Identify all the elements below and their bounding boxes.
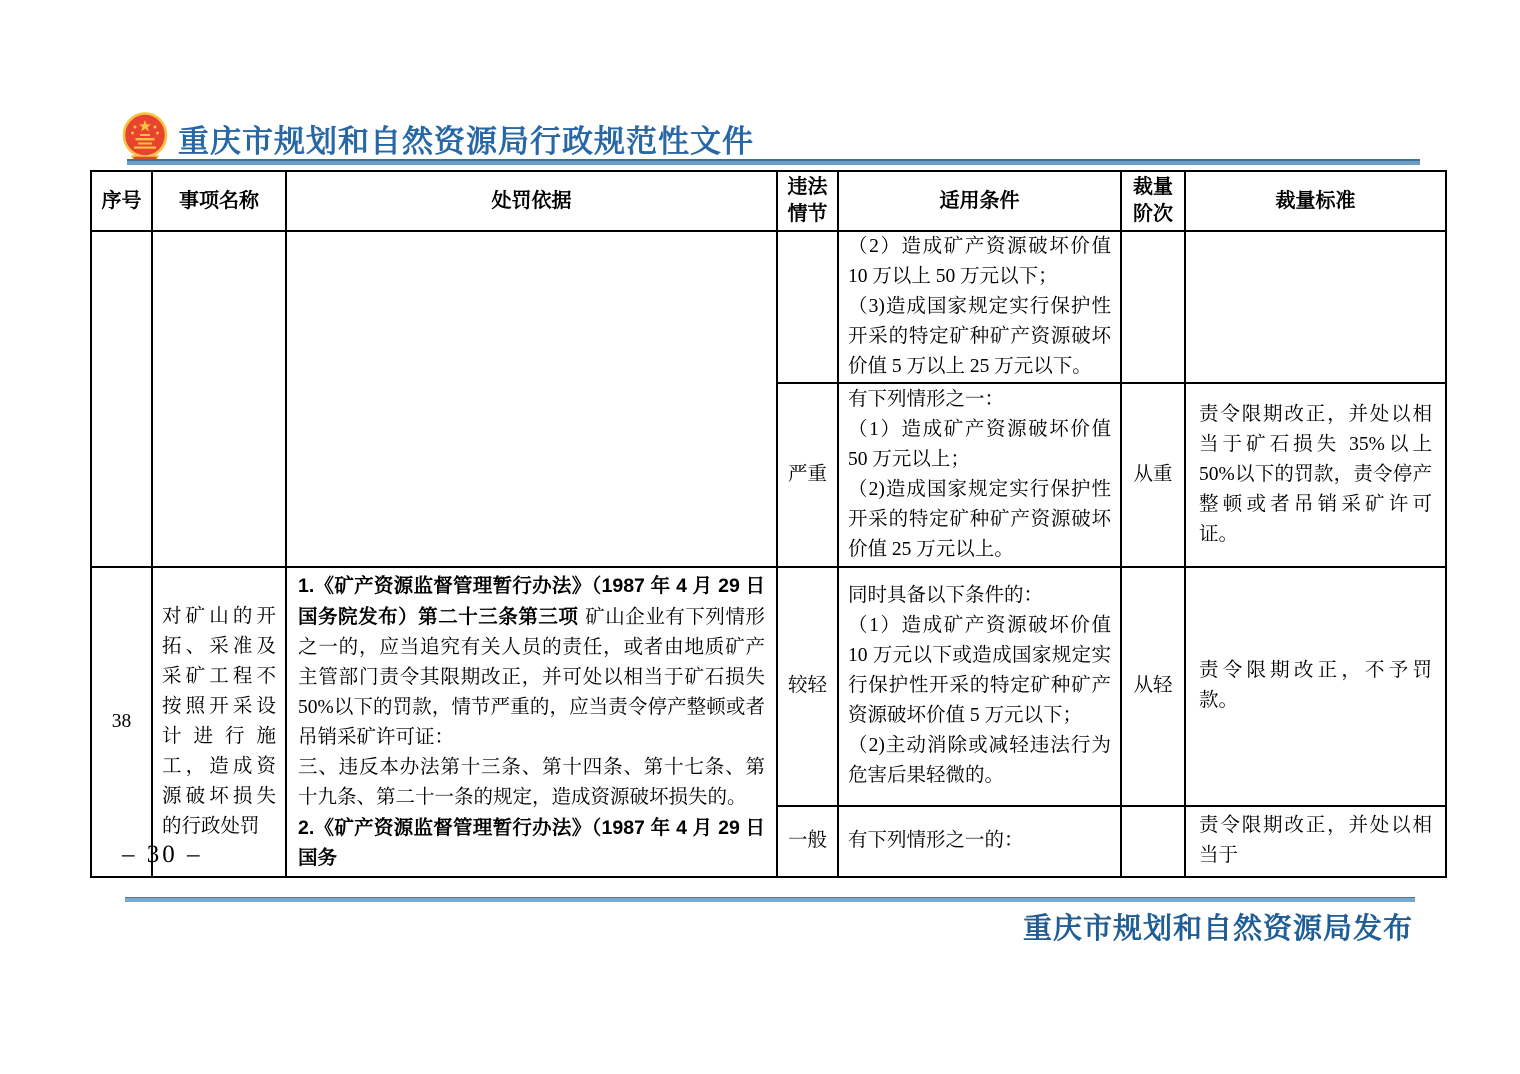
table-row-continued-sub1 [91,231,1446,383]
basis-citation-bold: 1.《矿产资源监督管理暂行办法》（1987 年 4 月 29 日国务院发布）第二十三条第三项 [298,575,765,628]
basis-paragraph-2: 三、违反本办法第十三条、第十四条、第十七条、第十九条、第二十一条的规定，造成资源破坏损失的。 [298,757,765,808]
cell-circumstance: 严重 [777,383,838,567]
page-number: – 30 – [122,841,203,868]
cell-penalty-basis [286,567,777,877]
condition-line: （2)主动消除或减轻违法行为危害后果轻微的。 [848,735,1111,787]
cell-standard: 责令限期改正，不予罚款。 [1185,567,1446,806]
cell-item-continued [152,231,286,567]
page-title: 重庆市规划和自然资源局行政规范性文件 [178,123,754,159]
col-header-item-name: 事项名称 [152,171,286,231]
basis-body-text: 矿山企业有下列情形之一的，应当追究有关人员的责任，或者由地质矿产主管部门责令其限期改正，并可处以相当于矿石损失 50%以下的罚款，情节严重的，应当责令停产整顿或者吊销采矿许可证： [298,607,765,748]
cell-seq: 38 [91,567,152,877]
cell-circumstance [777,231,838,383]
penalty-discretion-table [90,170,1447,878]
cell-standard: 责令限期改正，并处以相当于矿石损失 35%以上 50%以下的罚款，责令停产整顿或者吊销采矿许可证。 [1185,383,1446,567]
cell-conditions [838,383,1121,567]
cell-level: 从轻 [1121,567,1185,806]
basis-paragraph-3-bold: 2.《矿产资源监督管理暂行办法》（1987 年 4 月 29 日国务 [298,817,765,869]
cell-circumstance: 较轻 [777,567,838,806]
footer-divider [125,897,1415,902]
cell-level [1121,231,1185,383]
condition-line: （3)造成国家规定实行保护性开采的特定矿种矿产资源破坏价值 5 万以上 25 万元以下。 [848,296,1111,377]
col-header-applicable-conditions: 适用条件 [838,171,1121,231]
col-header-discretion-level: 裁量阶次 [1121,171,1185,231]
col-header-seq: 序号 [91,171,152,231]
condition-line: （2）造成矿产资源破坏价值 10 万以上 50 万元以下； [848,236,1111,287]
cell-conditions [838,231,1121,383]
condition-line: （2)造成国家规定实行保护性开采的特定矿种矿产资源破坏价值 25 万元以上。 [848,479,1111,560]
cell-level: 从重 [1121,383,1185,567]
basis-paragraph-1 [298,571,765,753]
condition-line: 有下列情形之一的： [848,830,1024,852]
condition-line: （1）造成矿产资源破坏价值 50 万元以上； [848,419,1111,470]
condition-line: （1）造成矿产资源破坏价值 10 万元以下或造成国家规定实行保护性开采的特定矿种矿产资源破坏价值 5 万元以下； [848,615,1111,727]
condition-line: 有下列情形之一： [848,389,1005,410]
publisher-label: 重庆市规划和自然资源局发布 [1022,913,1413,945]
table-header-row [91,171,1446,231]
header-divider [127,159,1420,165]
cell-conditions [838,806,1121,877]
cell-item-name: 对矿山的开拓、采准及采矿工程不按照开采设计进行施工，造成资源破坏损失的行政处罚 [152,567,286,877]
col-header-violation-circumstance: 违法情节 [777,171,838,231]
cell-seq-continued [91,231,152,567]
col-header-discretion-standard: 裁量标准 [1185,171,1446,231]
cell-standard [1185,231,1446,383]
cell-basis-continued [286,231,777,567]
cell-level [1121,806,1185,877]
cell-conditions [838,567,1121,806]
col-header-penalty-basis: 处罚依据 [286,171,777,231]
cell-circumstance: 一般 [777,806,838,877]
document-header [121,112,754,164]
cell-standard: 责令限期改正，并处以相当于 [1185,806,1446,877]
table-row-38-sub1 [91,567,1446,806]
condition-line: 同时具备以下条件的： [848,585,1044,607]
national-emblem-icon [121,112,169,164]
